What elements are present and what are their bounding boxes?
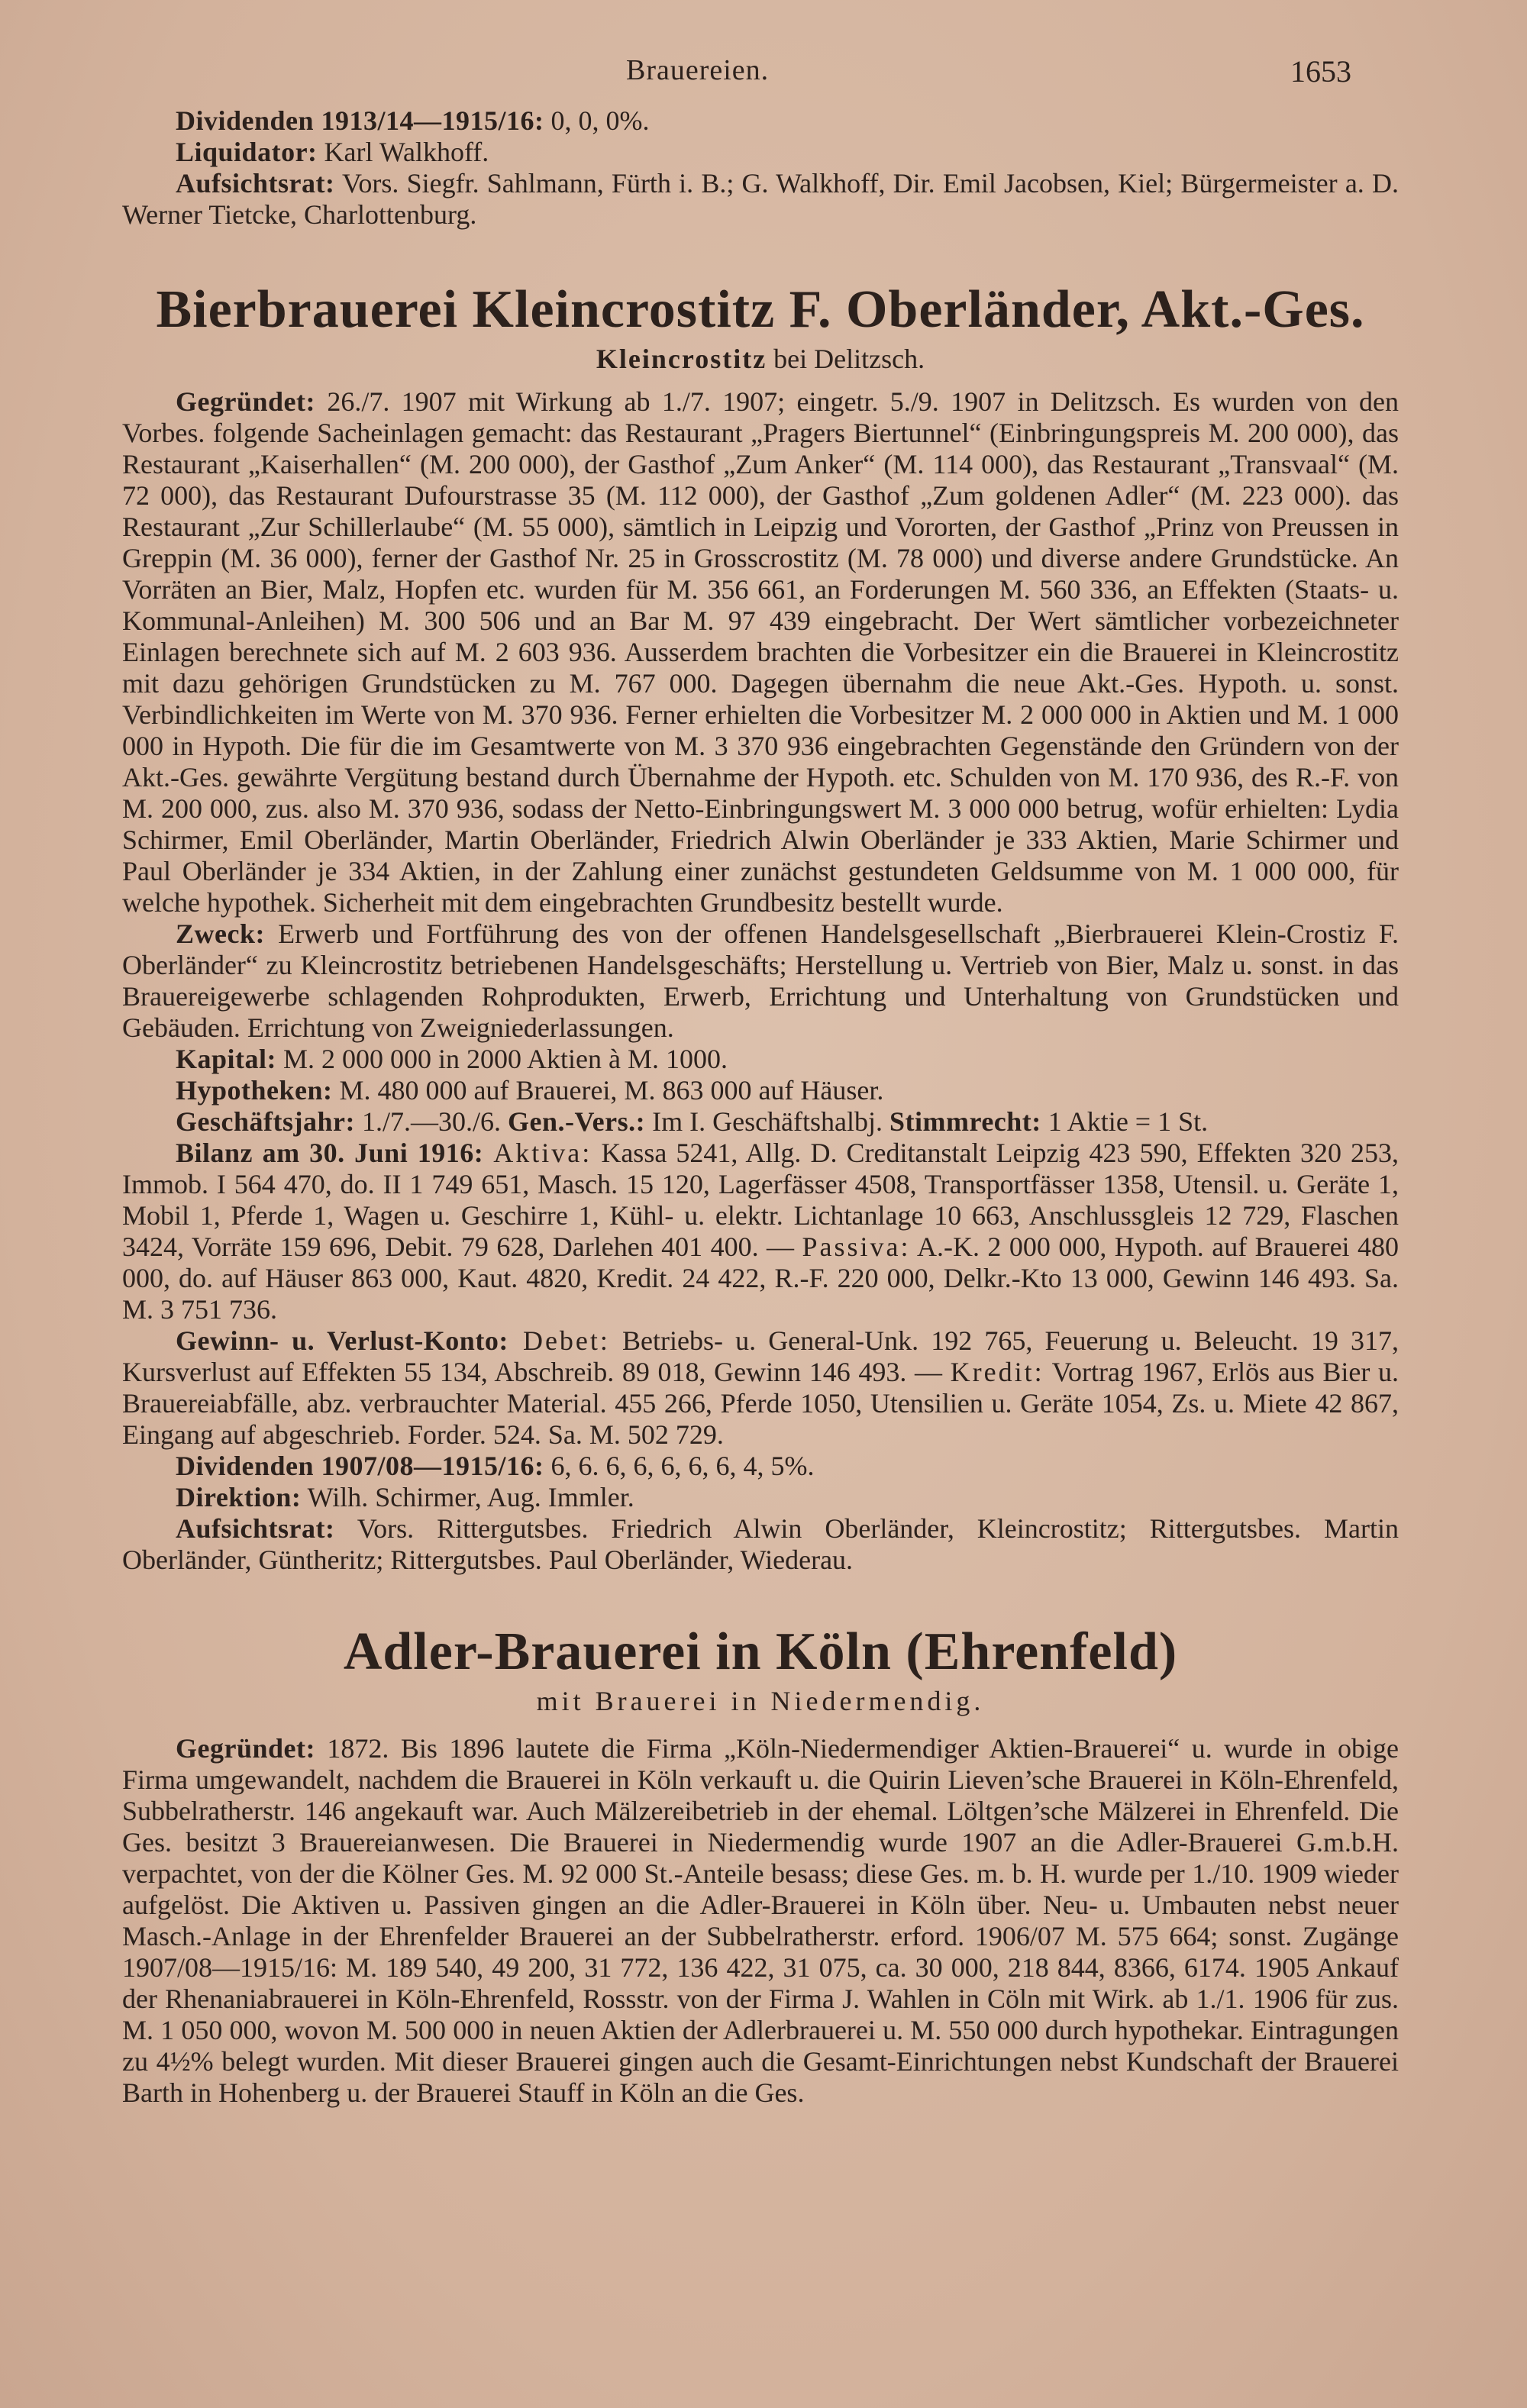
hypotheken-line: Hypotheken: M. 480 000 auf Brauerei, M. 863 000 auf Häuser. — [176, 1075, 884, 1106]
kapital-line: Kapital: M. 2 000 000 in 2000 Aktien à M. 1000. — [176, 1044, 728, 1074]
company-title: Bierbrauerei Kleincrostitz F. Oberländer, Akt.-Ges. — [156, 280, 1365, 339]
liquidator-line: Liquidator: Karl Walkhoff. — [176, 137, 489, 167]
zweck-paragraph: Zweck: Erwerb und Fortführung des von der offenen Handelsgesellschaft „Bierbrauerei Klein-Crostiz F. Oberländer“ zu Kleincrostitz betriebenen Handelsgeschäfts; Herstellung u. Vertrieb von Bier, Malz u. sonst. in das Brauereigewerbe schlagenden Rohprodukten, Erwerb, Errichtung und Unterhaltung von Grundstücken und Gebäuden. Errichtung von Zweigniederlassungen. — [122, 918, 1399, 1043]
company-location: Kleincrostitz bei Delitzsch. — [596, 344, 925, 374]
company-entry-kleincrostitz — [122, 278, 1399, 1576]
company-title: Adler-Brauerei in Köln (Ehrenfeld) — [343, 1622, 1178, 1681]
gegruendet-paragraph: Gegründet: 1872. Bis 1896 lautete die Firma „Köln-Niedermendiger Aktien-Brauerei“ u. wurde in obige Firma umgewandelt, nachdem die Brauerei in Köln verkauft u. die Quirin Lieven’sche Brauerei in Köln-Ehrenfeld, Subbelratherstr. 146 angekauft war. Auch Mälzereibetrieb in der ehemal. Löltgen’sche Mälzerei in Ehrenfeld. Die Ges. besitzt 3 Brauereianwesen. Die Brauerei in Niedermendig wurde 1907 an die Adler-Brauerei G.m.b.H. verpachtet, von der die Kölner Ges. M. 92 000 St.-Anteile besass; diese Ges. m. b. H. wurde per 1./10. 1909 wieder aufgelöst. Die Aktiven u. Passiven gingen an die Adler-Brauerei in Köln über. Neu- u. Umbauten nebst neuer Masch.-Anlage in der Ehrenfelder Brauerei an der Subbelratherstr. erford. 1906/07 M. 575 664; sonst. Zugänge 1907/08—1915/16: M. 189 540, 49 200, 31 772, 136 422, 31 075, ca. 30 000, 218 844, 8366, 6174. 1905 Ankauf der Rhenaniabrauerei in Köln-Ehrenfeld, Rossstr. von der Firma J. Wahlen in Cöln mit Wirk. ab 1./1. 1906 für zus. M. 1 050 000, wovon M. 500 000 in neuen Aktien der Adlerbrauerei u. M. 550 000 durch hypothekar. Eintragungen zu 4½% belegt wurden. Mit dieser Brauerei gingen auch die Gesamt-Einrichtungen nebst Kundschaft der Brauerei Barth in Hohenberg u. der Brauerei Stauff in Köln an die Ges. — [122, 1733, 1399, 2108]
aufsichtsrat-line: Aufsichtsrat: Vors. Siegfr. Sahlmann, Fürth i. B.; G. Walkhoff, Dir. Emil Jacobsen, Kiel; Bürgermeister a. D. Werner Tietcke, Charlottenburg. — [122, 168, 1399, 230]
previous-entry-tail — [122, 105, 1399, 231]
bilanz-paragraph: Bilanz am 30. Juni 1916: Aktiva: Kassa 5241, Allg. D. Creditanstalt Leipzig 423 590, Effekten 320 253, Immob. I 564 470, do. II 1 749 651, Masch. 15 120, Lagerfässer 4508, Transportfässer 1358, Utensil. u. Geräte 1, Mobil 1, Pferde 1, Wagen u. Geschirre 1, Kühl- u. elektr. Lichtanlage 10 663, Anschlussgleis 12 729, Flaschen 3424, Vorräte 159 696, Debit. 79 628, Darlehen 401 400. — Passiva: A.-K. 2 000 000, Hypoth. auf Brauerei 480 000, do. auf Häuser 863 000, Kaut. 4820, Kredit. 24 422, R.-F. 220 000, Delkr.-Kto 13 000, Gewinn 146 493. Sa. M. 3 751 736. — [122, 1138, 1399, 1325]
page-number: 1653 — [1290, 54, 1351, 89]
company-subtitle: mit Brauerei in Niedermendig. — [536, 1686, 985, 1716]
company-entry-adler-brauerei — [122, 1620, 1399, 2109]
dividenden-line: Dividenden 1913/14—1915/16: 0, 0, 0%. — [176, 105, 650, 136]
gegruendet-paragraph: Gegründet: 26./7. 1907 mit Wirkung ab 1./7. 1907; eingetr. 5./9. 1907 in Delitzsch. Es wurden von den Vorbes. folgende Sacheinlagen gemacht: das Restaurant „Pragers Biertunnel“ (Einbringungspreis M. 200 000), das Restaurant „Kaiserhallen“ (M. 200 000), der Gasthof „Zum Anker“ (M. 114 000), das Restaurant „Transvaal“ (M. 72 000), das Restaurant Dufourstrasse 35 (M. 112 000), der Gasthof „Zum goldenen Adler“ (M. 223 000). das Restaurant „Zur Schillerlaube“ (M. 55 000), sämtlich in Leipzig und Vororten, der Gasthof „Prinz von Preussen in Greppin (M. 36 000), ferner der Gasthof Nr. 25 in Grosscrostitz (M. 78 000) und diverse andere Grundstücke. An Vorräten an Bier, Malz, Hopfen etc. wurden für M. 356 661, an Forderungen M. 560 336, an Effekten (Staats- u. Kommunal-Anleihen) M. 300 506 und an Bar M. 97 439 eingebracht. Der Wert sämtlicher vorbezeichneter Einlagen berechnete sich auf M. 2 603 936. Ausserdem brachten die Vorbesitzer ein die Brauerei in Kleincrostitz mit dazu gehörigen Grundstücken zu M. 767 000. Dagegen übernahm die neue Akt.-Ges. Hypoth. u. sonst. Verbindlichkeiten im Werte von M. 370 936. Ferner erhielten die Vorbesitzer M. 2 000 000 in Aktien und M. 1 000 000 in Hypoth. Die für die im Gesamtwerte von M. 3 370 936 eingebrachten Gegenstände den Gründern von der Akt.-Ges. gewährte Vergütung bestand durch Übernahme der Hypoth. etc. Schulden von M. 170 936, des R.-F. von M. 200 000, zus. also M. 370 936, sodass der Netto-Einbringungswert M. 3 000 000 betrug, wofür erhielten: Lydia Schirmer, Emil Oberländer, Martin Oberländer, Friedrich Alwin Oberländer je 333 Aktien, Marie Schirmer und Paul Oberländer je 334 Aktien, in der Zahlung einer zunächst gestundeten Geldsumme von M. 1 000 000, für welche hypothek. Sicherheit mit dem eingebrachten Grundbesitz bestellt wurde. — [122, 386, 1399, 918]
gewinn-verlust-paragraph: Gewinn- u. Verlust-Konto: Debet: Betriebs- u. General-Unk. 192 765, Feuerung u. Beleucht. 19 317, Kursverlust auf Effekten 55 134, Abschreib. 89 018, Gewinn 146 493. — Kredit: Vortrag 1967, Erlös aus Bier u. Brauereiabfälle, abz. verbrauchter Material. 455 266, Pferde 1050, Utensilien u. Geräte 1054, Zs. u. Miete 42 867, Eingang auf abgeschrieb. Forder. 524. Sa. M. 502 729. — [122, 1325, 1399, 1450]
running-title: Brauereien. — [626, 54, 770, 86]
geschaeftsjahr-line: Geschäftsjahr: 1./7.—30./6. Gen.-Vers.: Im I. Geschäftshalbj. Stimmrecht: 1 Aktie = 1 St. — [176, 1106, 1209, 1137]
page-header — [0, 46, 1527, 92]
page-text — [122, 105, 1399, 2109]
dividenden-line: Dividenden 1907/08—1915/16: 6, 6. 6, 6, 6, 6, 6, 4, 5%. — [176, 1451, 815, 1481]
direktion-line: Direktion: Wilh. Schirmer, Aug. Immler. — [176, 1482, 634, 1512]
aufsichtsrat-paragraph: Aufsichtsrat: Vors. Rittergutsbes. Friedrich Alwin Oberländer, Kleincrostitz; Rittergutsbes. Martin Oberländer, Güntheritz; Rittergutsbes. Paul Oberländer, Wiederau. — [122, 1513, 1399, 1575]
